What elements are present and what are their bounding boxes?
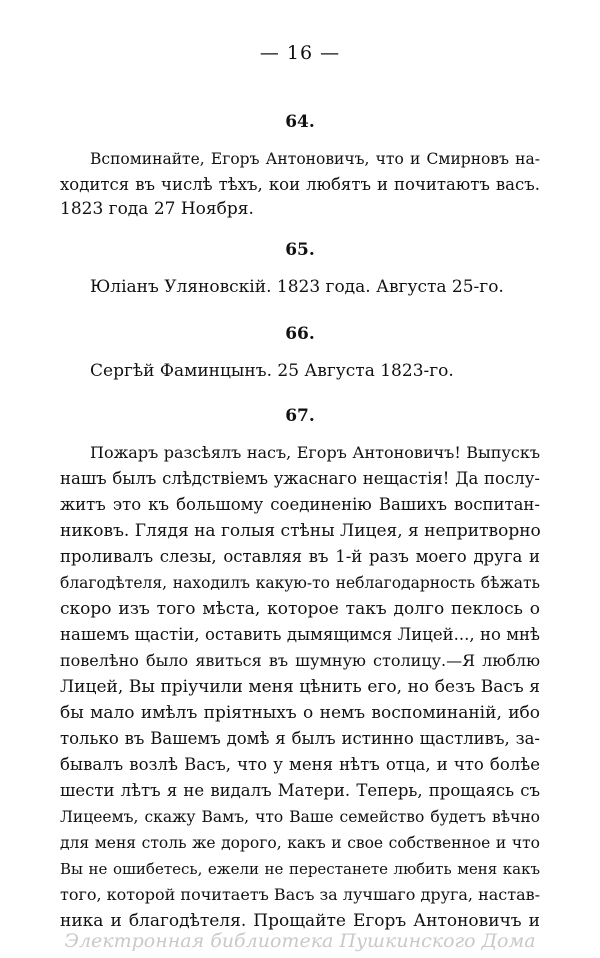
entry-67-line-13: бывалъ возлѣ Васъ, что у меня нѣтъ отца, и что болѣе [60,755,540,774]
entry-67-line-10: Лицей, Вы пріучили меня цѣнить его, но безъ Васъ я [60,677,540,697]
entry-67-line-8: нашемъ щастіи, оставить дымящимся Лицей..., но мнѣ [60,625,540,644]
entry-67-line-1: Пожаръ разсѣялъ насъ, Егоръ Антоновичъ! Выпускъ [90,443,540,462]
entry-67-line-17: Вы не ошибетесь, ежели не перестанете любить меня какъ [60,860,540,878]
entry-67-line-2: нашъ былъ слѣдствіемъ ужаснаго нещастія! Да послу- [60,469,540,488]
entry-67-line-12: только въ Вашемъ домѣ я былъ истинно щастливъ, за- [60,729,540,748]
entry-number-65: 65. [285,240,315,260]
entry-number-67: 67. [285,406,315,426]
entry-67-line-3: житъ это къ большому соединенію Вашихъ воспитан- [60,495,540,514]
entry-67-line-16: для меня столь же дорого, какъ и свое собственное и что [60,834,540,852]
entry-64-line-1: Вспоминайте, Егоръ Антоновичъ, что и Смирновъ на- [90,150,540,168]
entry-67-line-4: никовъ. Глядя на голыя стѣны Лицея, я непритворно [60,521,541,541]
entry-67-line-6: благодѣтеля, находилъ какую-то неблагодарность бѣжать [60,574,540,592]
page-number: — 16 — [259,42,341,64]
entry-67-line-7: скоро изъ того мѣста, которое такъ долго пеклось о [60,599,540,619]
entry-67-line-19: ника и благодѣтеля. Прощайте Егоръ Антоновичъ и [60,911,540,931]
entry-67-line-15: Лицеемъ, скажу Вамъ, что Ваше семейство будетъ вѣчно [60,808,540,826]
entry-64-line-3: 1823 года 27 Ноября. [60,199,254,219]
entry-67-line-14: шести лѣтъ я не видалъ Матери. Теперь, прощаясь съ [60,781,540,800]
entry-64-line-2: ходится въ числѣ тѣхъ, кои любятъ и почитаютъ васъ. [60,175,540,194]
entry-67-line-5: проливалъ слезы, оставляя въ 1-й разъ моего друга и [60,547,540,566]
entry-67-line-9: повелѣно было явиться въ шумную столицу.—Я люблю [60,651,540,670]
entry-number-66: 66. [285,324,315,344]
entry-65-line-1: Юліанъ Уляновскій. 1823 года. Августа 25-го. [90,277,504,297]
entry-number-64: 64. [285,112,315,132]
entry-67-line-18: того, которой почитаетъ Васъ за лучшаго друга, настав- [60,885,541,904]
library-watermark: Электронная библиотека Пушкинского Дома [64,930,536,952]
entry-67-line-11: бы мало имѣлъ пріятныхъ о немъ воспоминаній, ибо [60,703,540,723]
entry-66-line-1: Сергѣй Фаминцынъ. 25 Августа 1823-го. [90,361,454,381]
